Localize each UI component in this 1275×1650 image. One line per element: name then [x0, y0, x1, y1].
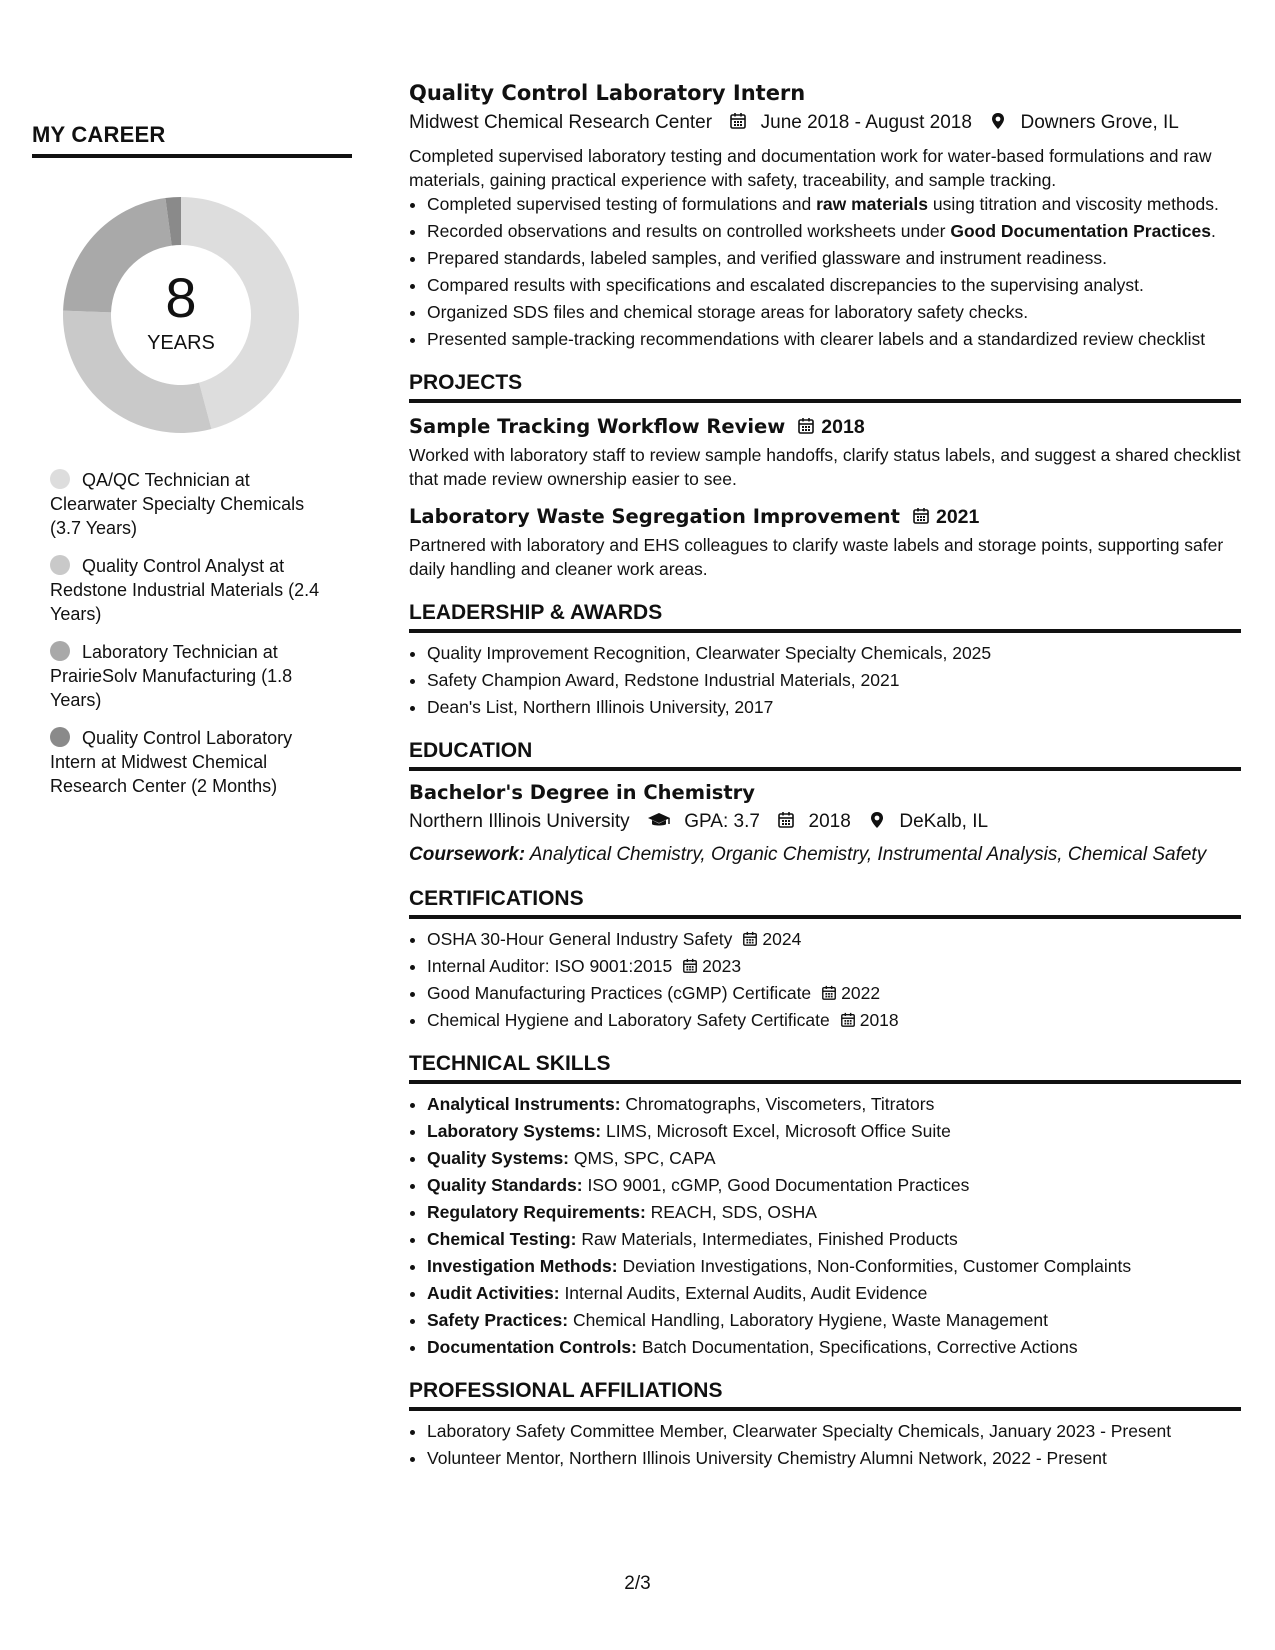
legend-dot [50, 555, 70, 575]
certification-year: 2022 [841, 983, 881, 1003]
skill-label: Quality Standards: [427, 1175, 583, 1195]
skills-list [409, 1092, 1241, 1359]
skills-heading: TECHNICAL SKILLS [409, 1050, 1241, 1084]
skill-value: LIMS, Microsoft Excel, Microsoft Office Suite [605, 1121, 951, 1141]
skill-label: Laboratory Systems: [427, 1121, 602, 1141]
job-bullet [427, 327, 1241, 351]
project-year: 2018 [821, 416, 865, 438]
bullet-text: Completed supervised testing of formulations and [427, 194, 817, 214]
skill-value: Chromatographs, Viscometers, Titrators [625, 1094, 935, 1114]
skill-label: Chemical Testing: [427, 1229, 577, 1249]
legend-item [50, 726, 325, 798]
bullet-bold: Good Documentation Practices [950, 221, 1211, 241]
degree-title: Bachelor's Degree in Chemistry [409, 781, 756, 804]
projects-heading: PROJECTS [409, 369, 1241, 403]
skill-value: REACH, SDS, OSHA [650, 1202, 817, 1222]
skill-value: Deviation Investigations, Non-Conformities, Customer Complaints [622, 1256, 1132, 1276]
certification-year: 2024 [762, 929, 802, 949]
skill-label: Investigation Methods: [427, 1256, 618, 1276]
skill-item [427, 1227, 1241, 1251]
bullet-text: Compared results with specifications and escalated discrepancies to the supervising analyst. [427, 275, 1144, 295]
bullet-text: Presented sample-tracking recommendations with clearer labels and a standardized review checklist [427, 329, 1206, 349]
certification-year: 2023 [702, 956, 742, 976]
skill-value: Internal Audits, External Audits, Audit Evidence [564, 1283, 928, 1303]
project-name: Laboratory Waste Segregation Improvement [409, 505, 900, 528]
legend-item [50, 468, 325, 540]
skill-item [427, 1281, 1241, 1305]
skill-value: QMS, SPC, CAPA [573, 1148, 716, 1168]
skill-item [427, 1200, 1241, 1224]
leadership-item: • Quality Improvement Recognition, Clearwater Specialty Chemicals, 2025 [427, 641, 1241, 665]
affiliations-list [409, 1419, 1241, 1470]
legend-dot [50, 641, 70, 661]
page-number: 2/3 [624, 1573, 651, 1594]
skill-value: Raw Materials, Intermediates, Finished Products [581, 1229, 958, 1249]
certification-name: Internal Auditor: ISO 9001:2015 [427, 956, 673, 976]
job-bullet [427, 246, 1241, 270]
school-location: DeKalb, IL [899, 811, 989, 832]
coursework [409, 843, 1241, 867]
legend-text: Quality Control Laboratory Intern at Midwest Chemical Research Center (2 Months) [50, 728, 293, 796]
career-sidebar [32, 122, 352, 812]
skill-item [427, 1335, 1241, 1359]
bullet-text: Recorded observations and results on controlled worksheets under [427, 221, 951, 241]
legend-text: Quality Control Analyst at Redstone Industrial Materials (2.4 Years) [50, 556, 320, 624]
project-title [409, 503, 1241, 531]
education-meta [409, 807, 1241, 837]
job-bullet [427, 273, 1241, 297]
bullet-text: . [1210, 221, 1216, 241]
leadership-item: • Dean's List, Northern Illinois University, 2017 [427, 695, 1241, 719]
skill-item [427, 1254, 1241, 1278]
skill-item [427, 1119, 1241, 1143]
affiliations-heading: PROFESSIONAL AFFILIATIONS [409, 1377, 1241, 1411]
career-donut-chart [56, 190, 306, 440]
leadership-heading: LEADERSHIP & AWARDS [409, 599, 1241, 633]
certifications-list [409, 927, 1241, 1032]
job-description: Completed supervised laboratory testing and documentation work for water-based formulations and raw materials, gaining practical experience with safety, traceability, and sample tracking. [409, 146, 1212, 190]
certification-item [427, 927, 1241, 951]
certification-item [427, 954, 1241, 978]
calendar-icon [797, 417, 815, 435]
leadership-item: • Safety Champion Award, Redstone Industrial Materials, 2021 [427, 668, 1241, 692]
affiliation-item: • Volunteer Mentor, Northern Illinois University Chemistry Alumni Network, 2022 - Present [427, 1446, 1241, 1470]
coursework-label: Coursework: [409, 844, 526, 865]
skill-item [427, 1092, 1241, 1116]
total-years-number: 8 [165, 266, 197, 329]
location-pin-icon [989, 112, 1007, 130]
total-years-unit: YEARS [147, 332, 215, 354]
legend-dot [50, 469, 70, 489]
main-column [409, 78, 1241, 1473]
skill-value: Batch Documentation, Specifications, Corrective Actions [641, 1337, 1078, 1357]
certification-item [427, 1008, 1241, 1032]
legend-text: QA/QC Technician at Clearwater Specialty Chemicals (3.7 Years) [50, 470, 305, 538]
skill-label: Audit Activities: [427, 1283, 560, 1303]
calendar-icon [682, 958, 698, 974]
job-bullet [427, 300, 1241, 324]
bullet-text: Prepared standards, labeled samples, and verified glassware and instrument readiness. [427, 248, 1107, 268]
graduation-cap-icon [647, 811, 671, 829]
certification-item [427, 981, 1241, 1005]
project-description: Worked with laboratory staff to review sample handoffs, clarify status labels, and suggest a shared checklist that made review ownership easier to see. [409, 445, 1241, 489]
coursework-list: Analytical Chemistry, Organic Chemistry, Instrumental Analysis, Chemical Safety [529, 844, 1207, 865]
donut-center [56, 190, 306, 440]
project-name: Sample Tracking Workflow Review [409, 415, 786, 438]
skill-label: Safety Practices: [427, 1310, 569, 1330]
calendar-icon [742, 931, 758, 947]
skill-label: Quality Systems: [427, 1148, 569, 1168]
education-heading: EDUCATION [409, 737, 1241, 771]
skill-item [427, 1173, 1241, 1197]
job-location: Downers Grove, IL [1020, 112, 1179, 133]
job-bullets [409, 192, 1241, 351]
calendar-icon [840, 1012, 856, 1028]
bullet-text: Organized SDS files and chemical storage areas for laboratory safety checks. [427, 302, 1029, 322]
leadership-list [409, 641, 1241, 719]
job-company: Midwest Chemical Research Center [409, 112, 713, 133]
legend-item [50, 640, 325, 712]
project-title [409, 413, 1241, 441]
legend-text: Laboratory Technician at PrairieSolv Manufacturing (1.8 Years) [50, 642, 293, 710]
certification-name: OSHA 30-Hour General Industry Safety [427, 929, 733, 949]
location-pin-icon [868, 811, 886, 829]
job-title: Quality Control Laboratory Intern [409, 81, 806, 105]
career-heading: MY CAREER [32, 122, 352, 158]
skill-value: ISO 9001, cGMP, Good Documentation Practices [587, 1175, 970, 1195]
skill-value: Chemical Handling, Laboratory Hygiene, Waste Management [572, 1310, 1048, 1330]
skill-label: Analytical Instruments: [427, 1094, 621, 1114]
job-bullet [427, 192, 1241, 216]
project-description: Partnered with laboratory and EHS colleagues to clarify waste labels and storage points, supporting safer daily handling and cleaner work areas. [409, 535, 1224, 579]
skill-item [427, 1308, 1241, 1332]
certifications-heading: CERTIFICATIONS [409, 885, 1241, 919]
calendar-icon [912, 507, 930, 525]
affiliation-item: • Laboratory Safety Committee Member, Clearwater Specialty Chemicals, January 2023 - Present [427, 1419, 1241, 1443]
certification-name: Good Manufacturing Practices (cGMP) Certificate [427, 983, 812, 1003]
skill-label: Documentation Controls: [427, 1337, 637, 1357]
bullet-bold: raw materials [816, 194, 928, 214]
certification-name: Chemical Hygiene and Laboratory Safety Certificate [427, 1010, 830, 1030]
skill-label: Regulatory Requirements: [427, 1202, 646, 1222]
school-name: Northern Illinois University [409, 811, 630, 832]
graduation-year: 2018 [808, 811, 851, 832]
calendar-icon [777, 811, 795, 829]
job-bullet [427, 219, 1241, 243]
project-year: 2021 [935, 506, 980, 528]
calendar-icon [821, 985, 837, 1001]
calendar-icon [729, 112, 747, 130]
bullet-text: using titration and viscosity methods. [927, 194, 1219, 214]
legend-dot [50, 727, 70, 747]
job-meta [409, 108, 1241, 138]
legend-item [50, 554, 325, 626]
career-legend [50, 468, 325, 798]
gpa: GPA: 3.7 [684, 811, 760, 832]
certification-year: 2018 [859, 1010, 899, 1030]
job-dates: June 2018 - August 2018 [760, 112, 972, 133]
skill-item [427, 1146, 1241, 1170]
